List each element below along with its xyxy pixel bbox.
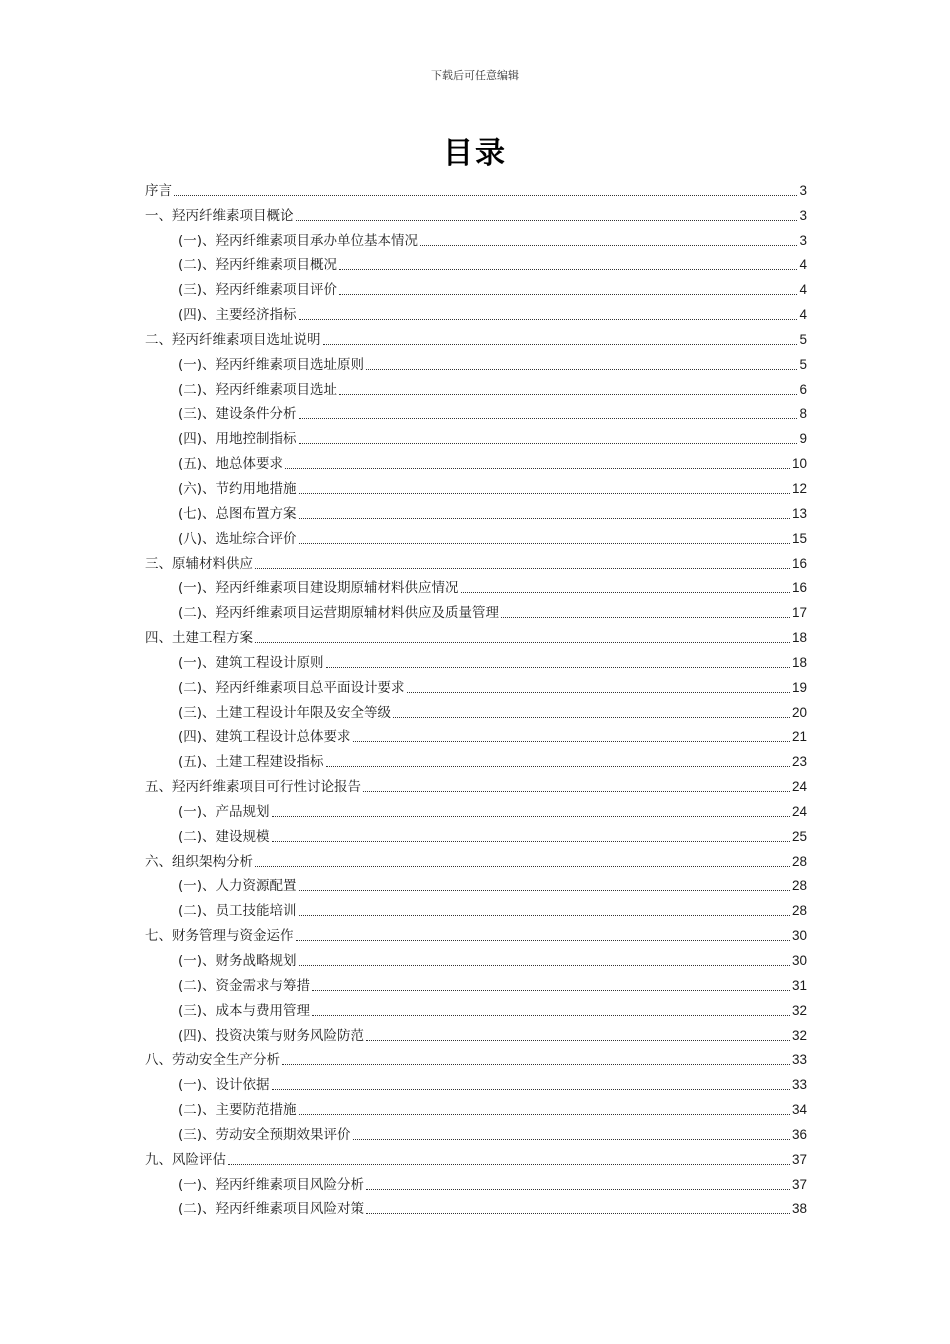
- toc-entry-page-number: 25: [791, 828, 807, 844]
- toc-entry-page-number: 4: [799, 282, 807, 298]
- toc-entry-label: 四、土建工程方案: [145, 630, 253, 647]
- toc-entry-label: (一)、羟丙纤维素项目建设期原辅材料供应情况: [178, 580, 459, 597]
- toc-entry[interactable]: [145, 698, 807, 723]
- toc-entry-label: (五)、地总体要求: [178, 456, 284, 473]
- dot-leader: [255, 568, 790, 569]
- toc-entry-page-number: 3: [799, 207, 807, 223]
- toc-entry[interactable]: [145, 176, 807, 201]
- header-note: 下载后可任意编辑: [431, 69, 519, 82]
- toc-entry-label: (三)、劳动安全预期效果评价: [178, 1126, 351, 1143]
- toc-entry[interactable]: [145, 524, 807, 549]
- toc-entry-label: (三)、建设条件分析: [178, 406, 297, 423]
- toc-entry-label: (一)、羟丙纤维素项目承办单位基本情况: [178, 232, 419, 249]
- toc-entry-label: 一、羟丙纤维素项目概论: [145, 207, 294, 224]
- toc-entry-page-number: 15: [791, 530, 807, 546]
- toc-entry[interactable]: [145, 350, 807, 375]
- dot-leader: [299, 915, 790, 916]
- toc-entry-label: (一)、羟丙纤维素项目风险分析: [178, 1176, 365, 1193]
- toc-entry-label: 七、财务管理与资金运作: [145, 928, 294, 945]
- toc-entry[interactable]: [145, 400, 807, 425]
- dot-leader: [393, 717, 790, 718]
- toc-entry-page-number: 32: [791, 1002, 807, 1018]
- dot-leader: [299, 443, 798, 444]
- toc-entry-page-number: 24: [791, 779, 807, 795]
- toc-entry-label: (二)、羟丙纤维素项目运营期原辅材料供应及质量管理: [178, 605, 500, 622]
- toc-entry-label: (一)、人力资源配置: [178, 878, 297, 895]
- toc-entry-label: 三、原辅材料供应: [145, 555, 253, 572]
- toc-entry[interactable]: [145, 424, 807, 449]
- toc-entry-page-number: 28: [791, 853, 807, 869]
- toc-entry[interactable]: [145, 723, 807, 748]
- dot-leader: [366, 1213, 790, 1214]
- toc-entry[interactable]: [145, 971, 807, 996]
- toc-entry[interactable]: [145, 623, 807, 648]
- toc-entry[interactable]: [145, 772, 807, 797]
- toc-entry-page-number: 9: [799, 431, 807, 447]
- toc-entry-label: (四)、主要经济指标: [178, 307, 297, 324]
- toc-entry[interactable]: [145, 499, 807, 524]
- toc-entry-label: (一)、财务战略规划: [178, 953, 297, 969]
- toc-entry-label: (七)、总图布置方案: [178, 505, 297, 522]
- dot-leader: [461, 592, 790, 593]
- table-of-contents: [145, 176, 807, 1219]
- toc-entry-label: (五)、土建工程建设指标: [178, 754, 324, 771]
- dot-leader: [299, 1114, 790, 1115]
- dot-leader: [255, 642, 790, 643]
- toc-entry-label: (三)、羟丙纤维素项目评价: [178, 282, 338, 299]
- toc-entry-page-number: 28: [791, 878, 807, 894]
- toc-entry[interactable]: [145, 648, 807, 673]
- toc-entry-label: 序言: [145, 182, 172, 199]
- toc-entry-page-number: 16: [791, 580, 807, 596]
- toc-entry[interactable]: [145, 251, 807, 276]
- toc-entry-page-number: 18: [791, 654, 807, 670]
- toc-entry-page-number: 33: [791, 1052, 807, 1068]
- dot-leader: [174, 195, 797, 196]
- dot-leader: [282, 1064, 790, 1065]
- dot-leader: [272, 1089, 790, 1090]
- toc-entry-page-number: 16: [791, 555, 807, 571]
- dot-leader: [296, 220, 798, 221]
- toc-entry-label: (六)、节约用地措施: [178, 480, 297, 497]
- toc-entry-page-number: 6: [799, 381, 807, 397]
- toc-entry[interactable]: [145, 872, 807, 897]
- dot-leader: [228, 1164, 790, 1165]
- dot-leader: [323, 344, 798, 345]
- toc-entry[interactable]: [145, 1195, 807, 1220]
- dot-leader: [285, 468, 790, 469]
- toc-entry[interactable]: [145, 549, 807, 574]
- toc-entry-label: (一)、建筑工程设计原则: [178, 654, 324, 671]
- dot-leader: [272, 816, 790, 817]
- toc-entry-label: (二)、羟丙纤维素项目概况: [178, 257, 338, 274]
- toc-entry[interactable]: [145, 921, 807, 946]
- toc-entry-page-number: 17: [791, 605, 807, 621]
- toc-entry-page-number: 28: [791, 903, 807, 919]
- toc-entry[interactable]: [145, 1021, 807, 1046]
- dot-leader: [326, 667, 790, 668]
- dot-leader: [353, 1139, 790, 1140]
- toc-entry-page-number: 5: [799, 356, 807, 372]
- toc-entry[interactable]: [145, 449, 807, 474]
- dot-leader: [299, 319, 798, 320]
- toc-entry-label: (八)、选址综合评价: [178, 530, 297, 547]
- toc-entry-label: (一)、设计依据: [178, 1077, 270, 1094]
- dot-leader: [312, 990, 790, 991]
- toc-entry-label: (一)、羟丙纤维素项目选址原则: [178, 356, 365, 373]
- toc-entry-page-number: 20: [791, 704, 807, 720]
- dot-leader: [299, 890, 790, 891]
- toc-entry-page-number: 4: [799, 307, 807, 323]
- toc-entry[interactable]: [145, 1046, 807, 1071]
- toc-entry[interactable]: [145, 1170, 807, 1195]
- toc-entry[interactable]: [145, 797, 807, 822]
- toc-entry-page-number: 21: [791, 729, 807, 745]
- dot-leader: [339, 294, 797, 295]
- toc-entry-page-number: 24: [791, 803, 807, 819]
- toc-entry-page-number: 12: [791, 480, 807, 496]
- dot-leader: [272, 841, 790, 842]
- toc-entry-label: (二)、建设规模: [178, 828, 270, 845]
- dot-leader: [339, 394, 797, 395]
- toc-entry-label: (四)、建筑工程设计总体要求: [178, 729, 351, 746]
- toc-entry-page-number: 31: [791, 977, 807, 993]
- toc-entry-page-number: 32: [791, 1027, 807, 1043]
- toc-entry-page-number: 34: [791, 1102, 807, 1118]
- toc-entry[interactable]: [145, 1070, 807, 1095]
- toc-entry-page-number: 30: [791, 953, 807, 968]
- toc-entry-label: (一)、产品规划: [178, 803, 270, 820]
- toc-entry-page-number: 38: [791, 1201, 807, 1217]
- dot-leader: [299, 965, 790, 966]
- toc-entry[interactable]: [145, 996, 807, 1021]
- toc-entry[interactable]: [145, 896, 807, 921]
- dot-leader: [407, 692, 790, 693]
- toc-entry-page-number: 23: [791, 754, 807, 770]
- toc-entry-label: (二)、资金需求与筹措: [178, 977, 311, 994]
- toc-entry[interactable]: [145, 847, 807, 872]
- toc-entry-page-number: 33: [791, 1077, 807, 1093]
- page-title: 目录: [443, 136, 507, 171]
- dot-leader: [366, 1189, 790, 1190]
- toc-entry-page-number: 36: [791, 1126, 807, 1142]
- toc-entry[interactable]: [145, 747, 807, 772]
- toc-entry[interactable]: [145, 1145, 807, 1170]
- toc-entry-page-number: 18: [791, 630, 807, 646]
- toc-entry[interactable]: [145, 1120, 807, 1145]
- toc-entry-page-number: 5: [799, 331, 807, 347]
- dot-leader: [501, 617, 790, 618]
- dot-leader: [353, 741, 790, 742]
- dot-leader: [366, 369, 797, 370]
- toc-entry[interactable]: [145, 226, 807, 251]
- toc-entry[interactable]: [145, 325, 807, 350]
- toc-entry[interactable]: [145, 1095, 807, 1120]
- toc-entry-page-number: 10: [791, 456, 807, 472]
- toc-entry[interactable]: [145, 574, 807, 599]
- toc-entry-page-number: 3: [799, 232, 807, 248]
- dot-leader: [299, 518, 790, 519]
- toc-entry-label: (二)、羟丙纤维素项目选址: [178, 381, 338, 398]
- toc-entry-page-number: 30: [791, 928, 807, 944]
- toc-entry[interactable]: [145, 300, 807, 325]
- toc-entry[interactable]: [145, 375, 807, 400]
- toc-entry[interactable]: [145, 673, 807, 698]
- dot-leader: [326, 766, 790, 767]
- toc-entry-label: (四)、投资决策与财务风险防范: [178, 1027, 365, 1044]
- dot-leader: [299, 493, 790, 494]
- dot-leader: [420, 245, 797, 246]
- toc-entry-label: 六、组织架构分析: [145, 853, 253, 870]
- toc-entry-page-number: 4: [799, 257, 807, 273]
- toc-entry-label: (二)、主要防范措施: [178, 1102, 297, 1119]
- toc-entry-page-number: 37: [791, 1151, 807, 1167]
- toc-entry-label: (二)、羟丙纤维素项目总平面设计要求: [178, 679, 405, 696]
- toc-entry-label: 九、风险评估: [145, 1151, 226, 1168]
- toc-entry-page-number: 13: [791, 505, 807, 521]
- toc-entry-page-number: 19: [791, 679, 807, 695]
- dot-leader: [299, 543, 790, 544]
- dot-leader: [366, 1040, 790, 1041]
- toc-entry[interactable]: [145, 946, 807, 971]
- toc-entry-label: 五、羟丙纤维素项目可行性讨论报告: [145, 779, 361, 796]
- toc-entry-page-number: 8: [799, 406, 807, 422]
- toc-entry-page-number: 3: [799, 182, 807, 198]
- toc-entry-label: (四)、用地控制指标: [178, 431, 297, 448]
- toc-entry-label: 二、羟丙纤维素项目选址说明: [145, 331, 321, 348]
- toc-entry[interactable]: [145, 275, 807, 300]
- toc-entry-label: (三)、成本与费用管理: [178, 1002, 311, 1019]
- dot-leader: [312, 1015, 790, 1016]
- toc-entry[interactable]: [145, 598, 807, 623]
- toc-entry-label: (二)、员工技能培训: [178, 903, 297, 920]
- toc-entry-label: (二)、羟丙纤维素项目风险对策: [178, 1201, 365, 1218]
- toc-entry[interactable]: [145, 201, 807, 226]
- toc-entry[interactable]: [145, 474, 807, 499]
- dot-leader: [339, 269, 797, 270]
- toc-entry[interactable]: [145, 822, 807, 847]
- dot-leader: [296, 940, 790, 941]
- dot-leader: [299, 418, 798, 419]
- dot-leader: [363, 791, 790, 792]
- toc-entry-label: 八、劳动安全生产分析: [145, 1052, 280, 1069]
- toc-entry-label: (三)、土建工程设计年限及安全等级: [178, 704, 392, 721]
- toc-entry-page-number: 37: [791, 1176, 807, 1192]
- dot-leader: [255, 866, 790, 867]
